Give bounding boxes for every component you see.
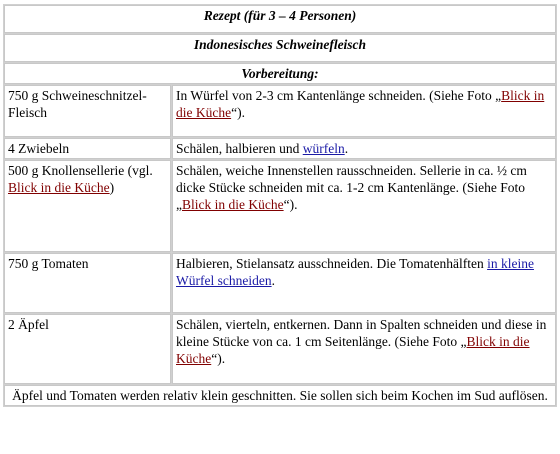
section-label: Vorbereitung: [4, 63, 556, 84]
step-cell [172, 138, 556, 159]
ingredient-cell [4, 138, 171, 159]
step-text-end: . [344, 141, 349, 156]
table-row [4, 160, 556, 252]
kitchen-photo-link[interactable]: Blick in die Küche [182, 197, 284, 212]
step-cell [172, 85, 556, 137]
ingredient-text: 4 Zwiebeln [8, 141, 70, 156]
step-text: Halbieren, Stielansatz ausschneiden. Die Tomatenhälften [176, 256, 488, 271]
recipe-table [3, 4, 557, 407]
note-row [4, 385, 556, 406]
ingredient-cell [4, 160, 171, 252]
step-text: Schälen, halbieren und [176, 141, 303, 156]
dish-row [4, 34, 556, 62]
ingredient-cell [4, 85, 171, 137]
ingredient-cell [4, 314, 171, 384]
step-text-end: “). [231, 105, 245, 120]
step-cell [172, 314, 556, 384]
ingredient-text: 2 Äpfel [8, 317, 49, 332]
table-row [4, 253, 556, 313]
table-row [4, 138, 556, 159]
kitchen-photo-link[interactable]: Blick in die Küche [8, 180, 110, 195]
step-text-end: “). [211, 351, 226, 366]
cooking-note: Äpfel und Tomaten werden relativ klein geschnitten. Sie sollen sich beim Kochen im Sud auflösen. [4, 385, 556, 406]
small-cubes-link[interactable]: in kleine Würfel schneiden [176, 256, 534, 288]
dish-name: Indonesisches Schweinefleisch [4, 34, 556, 62]
ingredient-text: 750 g Schweineschnitzel-Fleisch [8, 88, 147, 120]
section-row [4, 63, 556, 84]
kitchen-photo-link[interactable]: Blick in die Küche [176, 88, 545, 120]
title-row [4, 5, 556, 33]
step-cell [172, 253, 556, 313]
step-cell [172, 160, 556, 252]
recipe-title: Rezept (für 3 – 4 Personen) [4, 5, 556, 33]
step-text-end: “). [283, 197, 298, 212]
step-text-end: . [271, 273, 275, 288]
table-row [4, 314, 556, 384]
kitchen-photo-link[interactable]: Blick in die Küche [176, 334, 530, 366]
table-row [4, 85, 556, 137]
step-text: Schälen, vierteln, entkernen. Dann in Spalten schneiden und diese in kleine Stücke von ca. 1 cm Seitenlänge. (Siehe Foto „ [176, 317, 547, 349]
ingredient-text-end: ) [109, 180, 115, 195]
ingredient-cell [4, 253, 171, 313]
step-text: Schälen, weiche Innenstellen rausschneiden. Sellerie in ca. ½ cm dicke Stücke schneiden mit ca. 1-2 cm Kantenlänge. (Siehe Foto „ [176, 163, 527, 212]
ingredient-text: 750 g Tomaten [8, 256, 89, 271]
dice-link[interactable]: würfeln [302, 141, 345, 156]
step-text: In Würfel von 2-3 cm Kantenlänge schneiden. (Siehe Foto „ [176, 88, 502, 103]
ingredient-text: 500 g Knollensellerie (vgl. [8, 163, 153, 178]
